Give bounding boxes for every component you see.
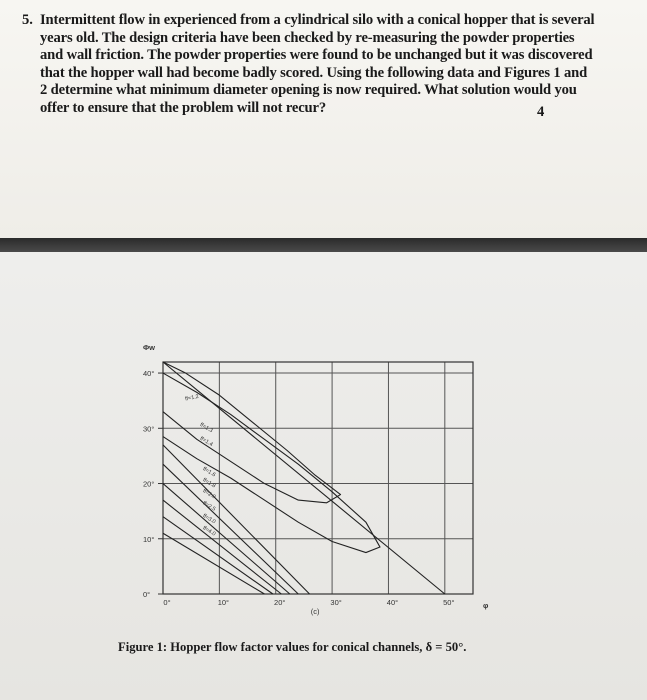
page-divider xyxy=(0,238,647,252)
series-label-4: ff=1.6 xyxy=(201,466,217,479)
question-line-3: and wall friction. The powder properties were found to be unchanged but it was discovered xyxy=(40,47,593,63)
x-tick-label: 10° xyxy=(217,598,230,607)
series-label-8: ff=3.0 xyxy=(201,513,217,526)
question-marks: 4 xyxy=(537,104,545,120)
x-tick-label: 20° xyxy=(274,598,286,607)
series-label-7: ff=2.5 xyxy=(201,500,217,513)
y-tick-label: 10° xyxy=(143,534,155,544)
question-line-5: 2 determine what minimum diameter opening is now required. What solution would you xyxy=(40,82,577,98)
question-line-2: years old. The design criteria have been checked by re-measuring the powder properties xyxy=(40,29,575,46)
question-number: 5. xyxy=(22,12,33,28)
y-tick-label: 0° xyxy=(143,590,151,599)
x-tick-label: 0° xyxy=(163,598,171,607)
flow-factor-chart xyxy=(0,252,647,700)
question-line-6: offer to ensure that the problem will not recur? xyxy=(40,99,326,116)
question-block xyxy=(22,12,630,117)
x-tick-label: 40° xyxy=(386,598,399,607)
series-label-1: ff=1.2 xyxy=(184,393,200,403)
y-axis-title: Φw xyxy=(143,343,155,352)
y-tick-label: 40° xyxy=(143,369,155,379)
x-axis-title: φ xyxy=(483,601,489,610)
x-tick-label: 50° xyxy=(443,598,455,607)
panel-label: (c) xyxy=(310,607,320,616)
series-line-9 xyxy=(163,533,264,594)
series-line-1 xyxy=(163,362,341,503)
question-line-4: that the hopper wall had become badly scored. Using the following data and Figures 1 and xyxy=(40,64,588,81)
y-tick-label: 20° xyxy=(143,479,155,489)
y-tick-label: 30° xyxy=(143,424,155,434)
series-line-8 xyxy=(163,517,273,594)
question-line-1: Intermittent flow in experienced from a cylindrical silo with a conical hopper that is several xyxy=(40,12,595,28)
x-tick-label: 30° xyxy=(330,598,342,607)
series-label-2: ff=1.3 xyxy=(198,422,214,435)
series-label-6: ff=2.0 xyxy=(201,488,217,501)
series-label-9: ff=4.0 xyxy=(201,525,217,538)
figure-caption xyxy=(118,640,466,655)
figure-caption-text: Figure 1: Hopper flow factor values for conical channels, δ = 50°. xyxy=(118,640,467,654)
series-label-3: ff=1.4 xyxy=(198,435,214,448)
series-line-4 xyxy=(163,445,310,594)
series-label-5: ff=1.8 xyxy=(201,477,217,490)
